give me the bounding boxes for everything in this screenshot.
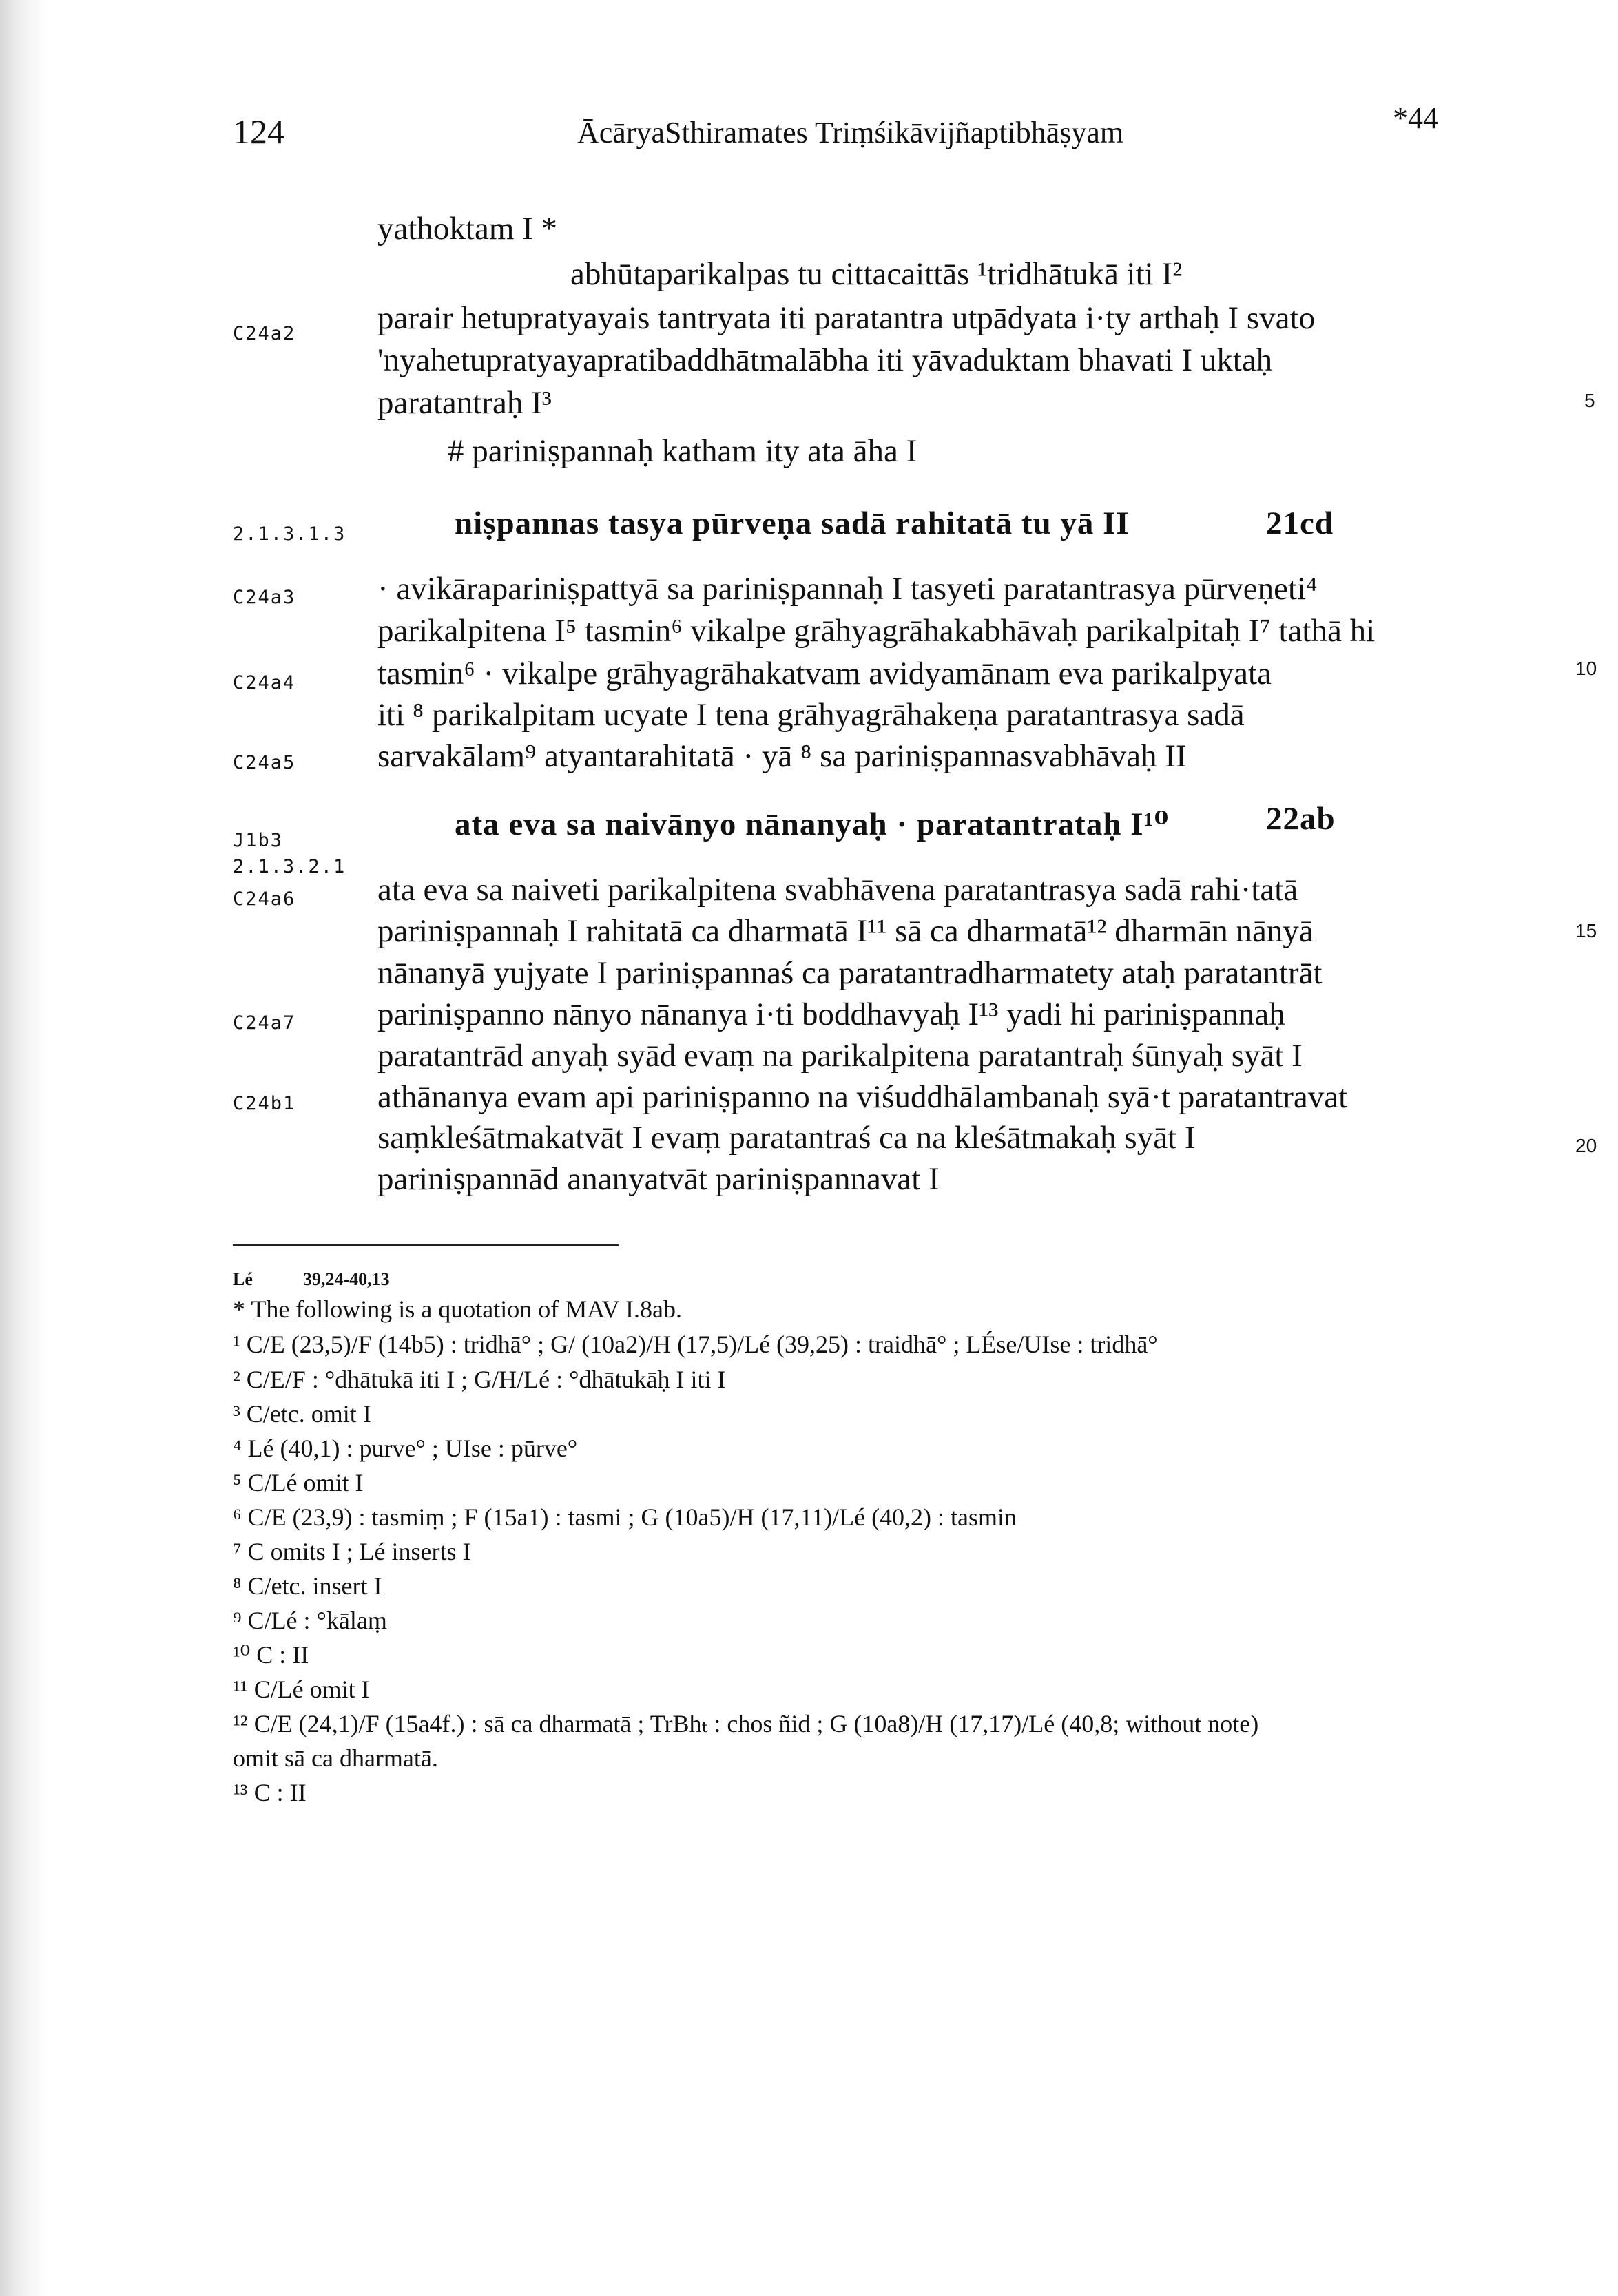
text-line: parikalpitena I⁵ tasmin⁶ vikalpe grāhyagrāhakabhāvaḥ parikalpitaḥ I⁷ tathā hi [377, 613, 1376, 649]
line-number: 15 [1575, 920, 1597, 941]
text-line: athānanya evam api pariniṣpanno na viśuddhālambanaḥ syā·t paratantravat [377, 1079, 1348, 1115]
footnote-rule [233, 1244, 619, 1246]
text-line: yathoktam I * [377, 211, 558, 247]
siglum: C24a4 [233, 672, 296, 693]
text-line: # pariniṣpannaḥ katham ity ata āha I [448, 433, 917, 469]
verse-reference: 22ab [1266, 801, 1336, 837]
running-title: ĀcāryaSthiramates Triṃśikāvijñaptibhāṣyam [577, 116, 1124, 149]
text-line: parair hetupratyayais tantryata iti paratantra utpādyata i·ty arthaḥ I svato [377, 300, 1316, 336]
text-line: sarvakālam⁹ atyantarahitatā · yā ⁸ sa pariniṣpannasvabhāvaḥ II [377, 738, 1187, 774]
footnote: ¹² C/E (24,1)/F (15a4f.) : sā ca dharmatā ; TrBhₜ : chos ñid ; G (10a8)/H (17,17)/Lé (40,8; without note) [233, 1710, 1259, 1737]
text-line: 'nyahetupratyayapratibaddhātmalābha iti yāvaduktam bhavati I uktaḥ [377, 342, 1273, 378]
footnote: ¹⁰ C : II [233, 1641, 309, 1669]
footnote: ² C/E/F : °dhātukā iti I ; G/H/Lé : °dhātukāḥ I iti I [233, 1366, 726, 1393]
line-number: 20 [1575, 1135, 1597, 1156]
footnote: ⁴ Lé (40,1) : purve° ; UIse : pūrve° [233, 1434, 578, 1462]
footnote: ⁵ C/Lé omit I [233, 1469, 364, 1496]
folio-marker: *44 [1393, 101, 1438, 135]
verse-line: ata eva sa naivānyo nānanyaḥ · paratantrataḥ I¹⁰ [455, 806, 1170, 842]
footnote: ¹³ C : II [233, 1779, 307, 1806]
text-line: paratantraḥ I³ [377, 385, 552, 421]
siglum: J1b3 [233, 830, 284, 851]
footnote: ⁶ C/E (23,9) : tasmiṃ ; F (15a1) : tasmi ; G (10a5)/H (17,11)/Lé (40,2) : tasmin [233, 1503, 1017, 1531]
footnote: ¹ C/E (23,5)/F (14b5) : tridhā° ; G/ (10a2)/H (17,5)/Lé (39,25) : traidhā° ; LÉse/UIse : tridhā° [233, 1330, 1158, 1358]
text-line: pariniṣpannaḥ I rahitatā ca dharmatā I¹¹ sā ca dharmatā¹² dharmān nānyā [377, 913, 1314, 949]
text-line: nānanyā yujyate I pariniṣpannaś ca paratantradharmatety ataḥ paratantrāt [377, 955, 1323, 991]
footnote-source-ref: 39,24-40,13 [303, 1269, 390, 1289]
verse-line: niṣpannas tasya pūrveṇa sadā rahitatā tu yā II [455, 505, 1130, 541]
verse-reference: 21cd [1266, 505, 1334, 541]
siglum: C24a5 [233, 752, 296, 773]
page-number: 124 [233, 112, 284, 151]
text-line: pariniṣpanno nānyo nānanya i·ti boddhavyaḥ I¹³ yadi hi pariniṣpannaḥ [377, 996, 1285, 1032]
siglum: C24a6 [233, 888, 296, 910]
siglum: C24a7 [233, 1012, 296, 1034]
text-line: paratantrād anyaḥ syād evaṃ na parikalpitena paratantraḥ śūnyaḥ syāt I [377, 1038, 1303, 1074]
text-line: ata eva sa naiveti parikalpitena svabhāvena paratantrasya sadā rahi·tatā [377, 872, 1298, 908]
footnote: ⁷ C omits I ; Lé inserts I [233, 1538, 471, 1565]
text-line: saṃkleśātmakatvāt I evaṃ paratantraś ca na kleśātmakaḥ syāt I [377, 1120, 1196, 1156]
text-line: pariniṣpannād ananyatvāt pariniṣpannavat I [377, 1161, 940, 1197]
footnote: ¹¹ C/Lé omit I [233, 1676, 370, 1703]
line-number: 5 [1584, 390, 1595, 411]
footnote: ⁸ C/etc. insert I [233, 1572, 382, 1600]
footnote: ⁹ C/Lé : °kālaṃ [233, 1607, 387, 1634]
siglum: 2.1.3.1.3 [233, 523, 346, 545]
siglum: C24a3 [233, 587, 296, 608]
scan-edge-shadow [0, 0, 48, 2296]
footnote-star: * The following is a quotation of MAV I.8ab. [233, 1295, 682, 1323]
quotation-line: abhūtaparikalpas tu cittacaittās ¹tridhātukā iti I² [570, 256, 1183, 292]
text-line: iti ⁸ parikalpitam ucyate I tena grāhyagrāhakeṇa paratantrasya sadā [377, 697, 1245, 733]
footnote: ³ C/etc. omit I [233, 1400, 371, 1428]
footnote-source-label: Lé [233, 1269, 253, 1289]
footnote-continuation: omit sā ca dharmatā. [233, 1744, 438, 1772]
text-line: · avikārapariniṣpattyā sa pariniṣpannaḥ I tasyeti paratantrasya pūrveṇeti⁴ [377, 571, 1318, 607]
siglum: C24b1 [233, 1093, 296, 1114]
siglum: C24a2 [233, 323, 296, 344]
siglum: 2.1.3.2.1 [233, 856, 346, 877]
line-number: 10 [1575, 658, 1597, 679]
text-line: tasmin⁶ · vikalpe grāhyagrāhakatvam avidyamānam eva parikalpyata [377, 656, 1272, 691]
